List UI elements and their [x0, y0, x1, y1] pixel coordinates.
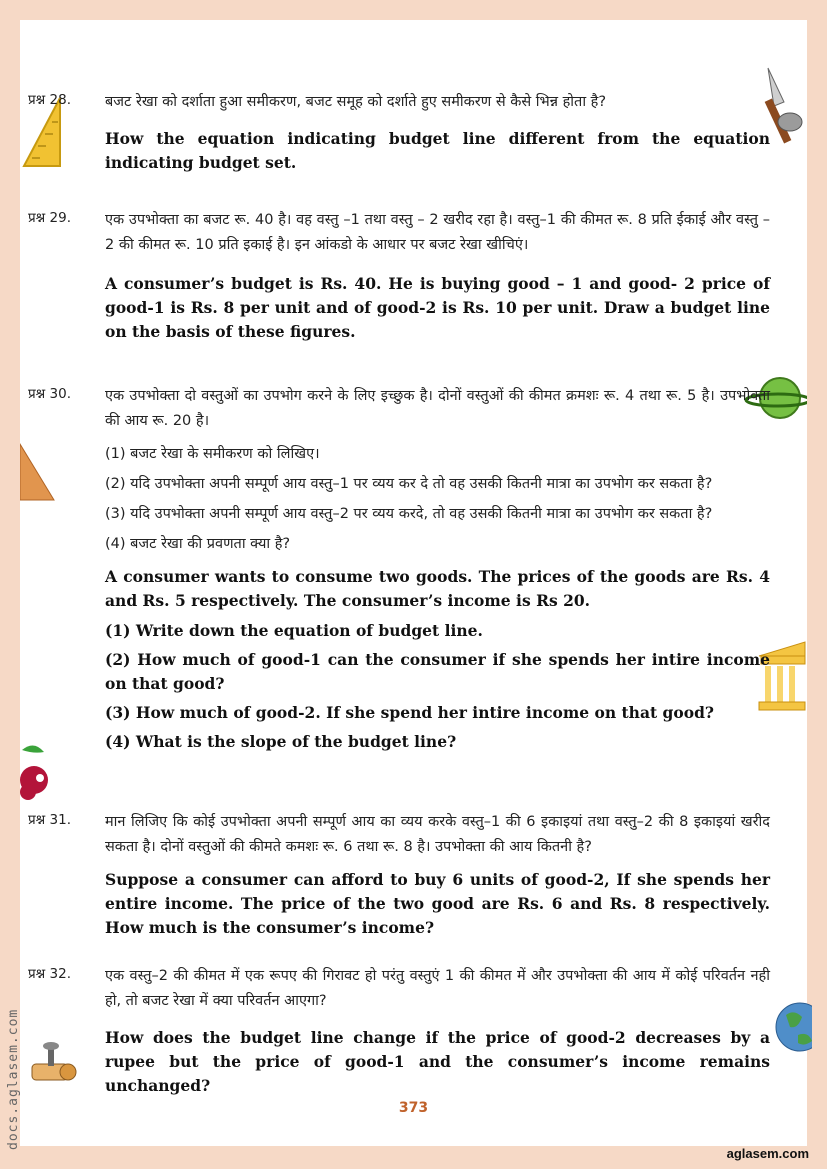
question-english: How does the budget line change if the price of good-2 decreases by a rupee but the price of good-1 and the consumer’s income remains unchanged?	[105, 1028, 770, 1095]
english-part-1: (1) Write down the equation of budget line.	[105, 621, 483, 640]
question-number: प्रश्न 32.	[28, 966, 71, 982]
question-30	[28, 384, 770, 759]
question-hindi: एक उपभोक्ता दो वस्तुओं का उपभोग करने के लिए इच्छुक है। दोनों वस्तुओं की कीमत क्रमशः रू. 4 तथा रू. 5 है। उपभोक्ता की आय रू. 20 है।	[105, 388, 770, 429]
page-number: 373	[398, 1100, 429, 1116]
question-english: Suppose a consumer can afford to buy 6 units of good-2, If she spends her entire income. The price of the two good are Rs. 6 and Rs. 8 respectively. How much is the consumer’s income?	[105, 870, 770, 937]
question-number: प्रश्न 30.	[28, 386, 71, 402]
question-hindi: बजट रेखा को दर्शाता हुआ समीकरण, बजट समूह को दर्शाते हुए समीकरण से कैसे भिन्न होता है?	[105, 94, 607, 110]
question-28	[28, 90, 770, 181]
english-part-2: (2) How much of good-1 can the consumer if she spends her intire income on that good?	[105, 650, 770, 693]
question-number: प्रश्न 31.	[28, 812, 71, 828]
question-hindi: मान लिजिए कि कोई उपभोक्ता अपनी सम्पूर्ण आय का व्यय करके वस्तु–1 की 6 इकाइयां तथा वस्तु–2 की 8 इकाइयां खरीद सकता है। दोनों वस्तुओं की कीमते कमशः रू. 6 तथा रू. 8 है। उपभोक्ता की आय कितनी है?	[105, 814, 770, 855]
site-label[interactable]: aglasem.com	[726, 1146, 809, 1161]
question-31	[28, 810, 770, 946]
question-english: A consumer wants to consume two goods. The prices of the goods are Rs. 4 and Rs. 5 respectively. The consumer’s income is Rs 20.	[105, 567, 770, 610]
english-part-4: (4) What is the slope of the budget line?	[105, 732, 457, 751]
question-number: प्रश्न 28.	[28, 92, 71, 108]
question-hindi: एक उपभोक्ता का बजट रू. 40 है। वह वस्तु –1 तथा वस्तु – 2 खरीद रहा है। वस्तु–1 की कीमत रू. 8 प्रति ईकाई और वस्तु – 2 की कीमत रू. 10 प्रति इकाई है। इन आंकडो के आधार पर बजट रेखा खीचिएं।	[105, 212, 770, 253]
hindi-part-4: (4) बजट रेखा की प्रवणता क्या है?	[105, 536, 291, 552]
question-hindi: एक वस्तु–2 की कीमत में एक रूपए की गिरावट हो परंतु वस्तुएं 1 की कीमत में और उपभोक्ता की आय में कोई परिवर्तन नही हो, तो बजट रेखा में क्या परिवर्तन आएगा?	[105, 968, 770, 1009]
english-part-3: (3) How much of good-2. If she spend her intire income on that good?	[105, 703, 714, 722]
question-english: How the equation indicating budget line different from the equation indicating budget set.	[105, 129, 770, 172]
question-english: A consumer’s budget is Rs. 40. He is buying good – 1 and good- 2 price of good-1 is Rs. 8 per unit and of good-2 is Rs. 10 per unit. Draw a budget line on the basis of these figures.	[105, 274, 770, 341]
question-32	[28, 964, 770, 1104]
hindi-part-3: (3) यदि उपभोक्ता अपनी सम्पूर्ण आय वस्तु–2 पर व्यय करदे, तो वह उसकी कितनी मात्रा का उपभोग कर सकता है?	[105, 506, 713, 522]
question-29	[28, 208, 770, 350]
globe-icon	[772, 995, 812, 1055]
hindi-part-2: (2) यदि उपभोक्ता अपनी सम्पूर्ण आय वस्तु–1 पर व्यय कर दे तो वह उसकी कितनी मात्रा का उपभोग कर सकता है?	[105, 476, 713, 492]
side-watermark: docs.aglasem.com	[6, 1008, 21, 1150]
question-number: प्रश्न 29.	[28, 210, 71, 226]
hindi-part-1: (1) बजट रेखा के समीकरण को लिखिए।	[105, 446, 320, 462]
